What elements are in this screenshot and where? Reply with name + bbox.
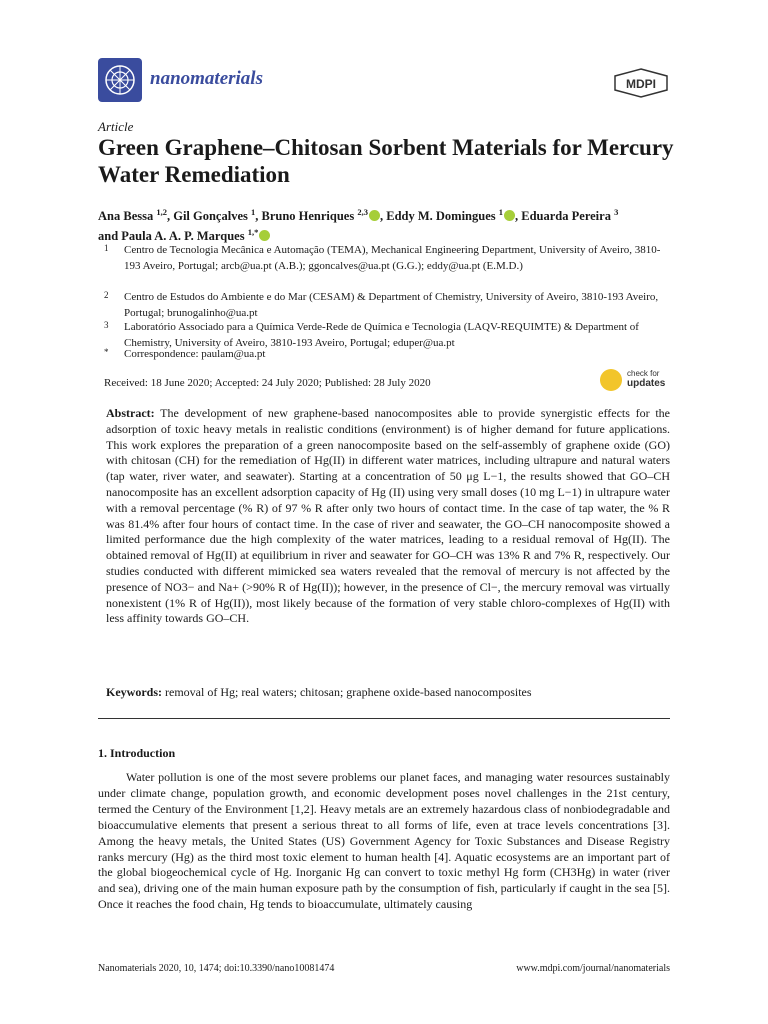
- abstract: [106, 406, 670, 627]
- section-title: 1. Introduction: [98, 746, 176, 760]
- abstract-text: The development of new graphene-based nanocomposites able to provide synergistic effects for the adsorption of toxic heavy metals in realistic conditions (environment) is of higher demand for future applications. This work explores the preparation of a green nanocomposite based on the self-assembly of graphene oxide (GO) with chitosan (CH) for the remediation of Hg(II) in different water matrices, including ultrapure and natural waters (tap water, river water, and seawater). Starting at a concentration of 50 μg L−1, the results showed that GO–CH nanocomposite has an excellent adsorption capacity of Hg (II) using very small doses (10 mg L−1) in ultrapure water with a removal percentage (% R) of 97 % R after only two hours of contact time. In the case of tap water, the % R was 81.4% after four hours of contact time. In the case of river and seawater, the GO–CH nanocomposite showed a limited performance due the high complexity of the water matrices, leading to a residual removal of Hg(II). The obtained removal of Hg(II) at equilibrium in river and seawater for GO–CH was 13% R and 7% R, respectively. Our studies conducted with different mimicked sea waters revealed that the removal of mercury is not affected by the presence of NO3− and Na+ (>90% R of Hg(II)); however, in the presence of Cl−, the mercury removal was virtually nonexistent (1% R of Hg(II)), most likely because of the formation of very stable chloro-complexes of Hg(II) with less affinity towards GO–CH.: [106, 406, 670, 626]
- journal-name: nanomaterials: [150, 68, 263, 89]
- affiliation-3: 3 Laboratório Associado para a Química Verde-Rede de Química e Tecnologia (LAQV-REQUIMTE) & Department of Chemistry, University of Aveiro, 3810-193 Aveiro, Portugal; eduper@ua.pt: [104, 320, 639, 349]
- orcid-icon[interactable]: [369, 210, 380, 221]
- keywords: [106, 684, 670, 700]
- check-updates-label-bold[interactable]: updates: [627, 378, 666, 389]
- footer-citation: Nanomaterials 2020, 10, 1474; doi:10.3390/nano10081474: [98, 963, 335, 974]
- publisher-name: MDPI: [626, 77, 656, 91]
- journal-logo-icon: [98, 58, 142, 102]
- author-list: Ana Bessa $^{1,2}$, Gil Gonçalves $^1$, Bruno Henriques $^{2,3}$ , Eddy M. Domingues $^1$ , Eduarda Pereira $^3$ and Paula A. A. P. Marques $^{1,*}$: [98, 207, 619, 244]
- correspondence: * Correspondence: paulam@ua.pt: [104, 347, 266, 360]
- orcid-icon[interactable]: [259, 230, 270, 241]
- article-type: Article: [98, 119, 134, 134]
- intro-paragraph: Water pollution is one of the most severe problems our planet faces, and managing water resources sustainably under climate change, population growth, and economic development poses novel challenges in the 21st century, termed the Century of the Environment [1,2]. Heavy metals are an extremely hazardous class of nonbiodegradable and bioaccumulative elements that present a serious threat to all forms of life, even at trace levels concentrations [3]. Among the heavy metals, the United States (US) Government Agency for Toxic Substances and Disease Registry ranks mercury (Hg) as the third most toxic element to human health [4]. Aquatic ecosystems are an important part of the global biogeochemical cycle of Hg. Inorganic Hg can convert to toxic methyl Hg form (CH3Hg) in water (river and sea), driving one of the main human exposure path by the consumption of fish, particularly if caught in the sea [5]. Once it reaches the food chain, Hg tends to bioaccumulate, ultimately causing: [98, 770, 670, 912]
- orcid-icon[interactable]: [504, 210, 515, 221]
- affiliation-1: 1 Centro de Tecnologia Mecânica e Automação (TEMA), Mechanical Engineering Department, University of Aveiro, 3810-193 Aveiro, Portugal; arcb@ua.pt (A.B.); ggoncalves@ua.pt (G.G.); eddy@ua.pt (E.M.D.): [104, 243, 661, 272]
- keywords-text: removal of Hg; real waters; chitosan; graphene oxide-based nanocomposites: [165, 685, 532, 699]
- check-updates-label[interactable]: check for: [627, 369, 660, 378]
- page-title: Green Graphene–Chitosan Sorbent Materials for Mercury Water Remediation: [98, 135, 674, 187]
- publication-dates: Received: 18 June 2020; Accepted: 24 July 2020; Published: 28 July 2020: [104, 377, 431, 389]
- section-divider: [98, 718, 670, 719]
- check-updates-icon[interactable]: [600, 369, 622, 391]
- affiliation-2: 2 Centro de Estudos do Ambiente e do Mar (CESAM) & Department of Chemistry, University of Aveiro, 3810-193 Aveiro, Portugal; brunogalinho@ua.pt: [104, 290, 659, 319]
- abstract-label: Abstract:: [106, 406, 155, 420]
- footer-journal-url[interactable]: www.mdpi.com/journal/nanomaterials: [516, 963, 670, 974]
- mdpi-logo-icon: [613, 68, 669, 98]
- keywords-label: Keywords:: [106, 685, 162, 699]
